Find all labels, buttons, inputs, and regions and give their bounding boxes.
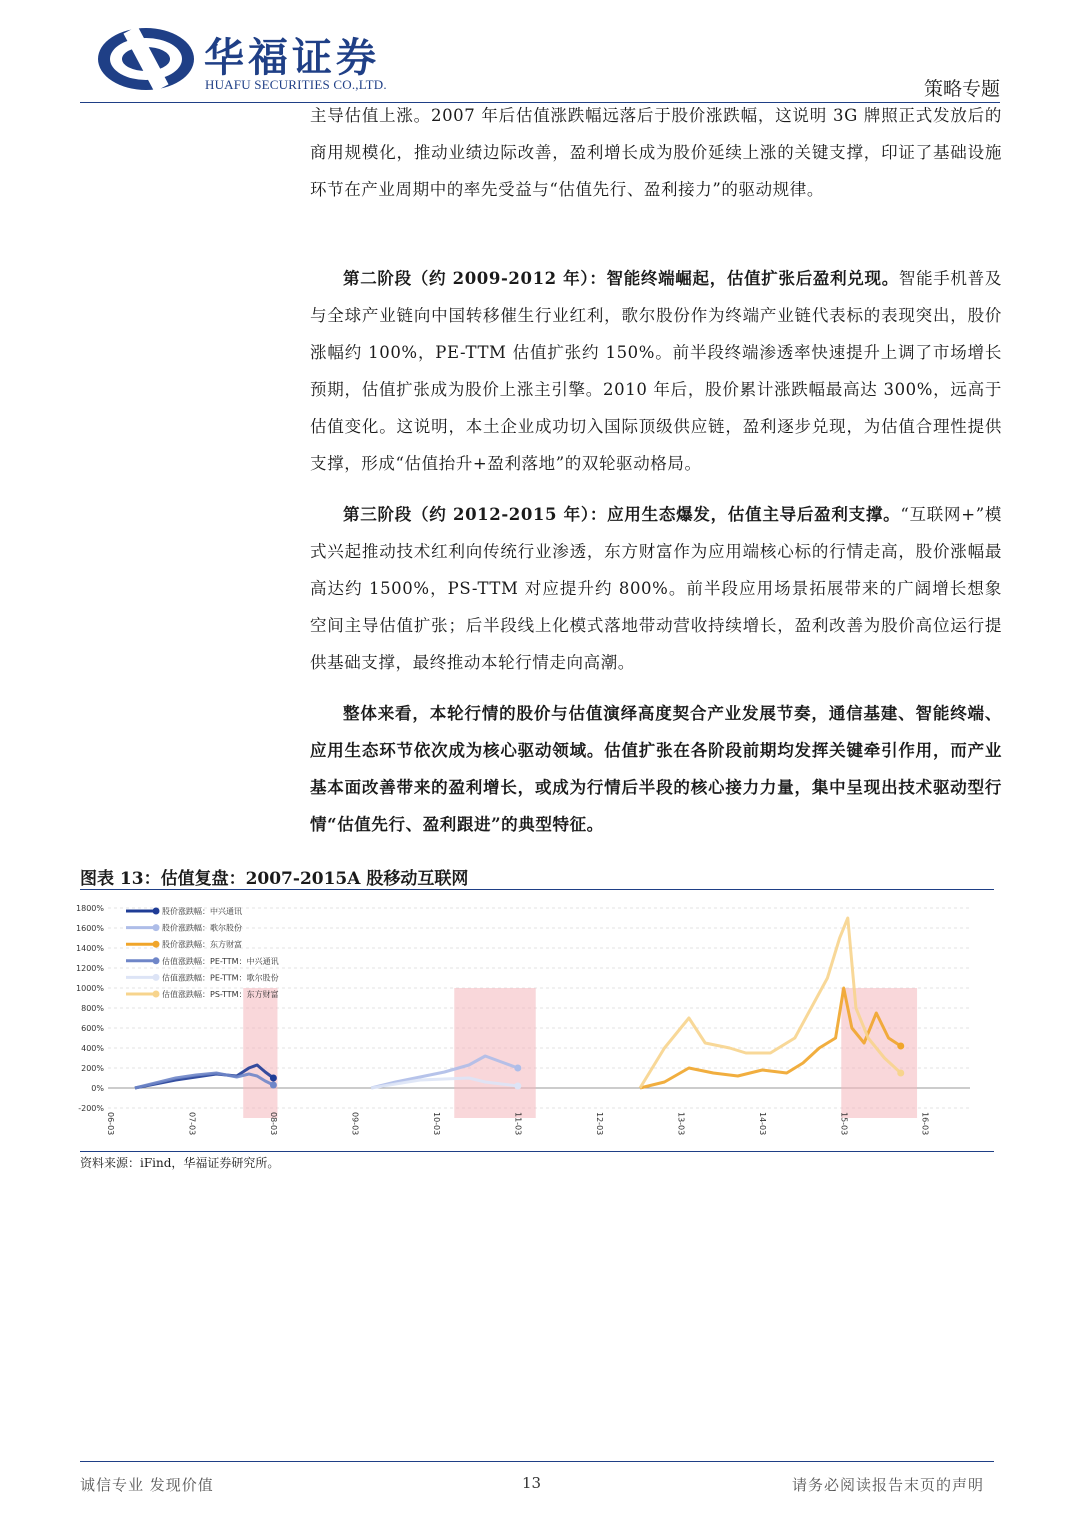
footer-slogan: 诚信专业 发现价值 <box>80 1476 214 1494</box>
footer-disclaimer: 请务必阅读报告末页的声明 <box>791 1476 984 1494</box>
legend-label: 股价涨跌幅：东方财富 <box>162 940 242 950</box>
legend-marker <box>153 991 160 998</box>
y-tick-label: 800% <box>81 1004 104 1013</box>
x-tick-label: 11-03 <box>513 1112 523 1136</box>
x-tick-label: 12-03 <box>594 1112 604 1136</box>
y-tick-label: 1000% <box>76 984 104 993</box>
series-end-point <box>514 1083 521 1090</box>
x-tick-label: 10-03 <box>431 1112 441 1136</box>
section-label: 策略专题 <box>923 78 1000 100</box>
series-end-point <box>897 1070 904 1077</box>
y-tick-label: 1600% <box>76 924 104 933</box>
page-number: 13 <box>522 1474 542 1492</box>
legend-label: 估值涨跌幅：PE-TTM：歌尔股份 <box>162 973 279 983</box>
paragraph-body: “互联网+”模式兴起推动技术红利向传统行业渗透，东方财富作为应用端核心标的行情走高，股价涨幅最高达约 1500%，PS-TTM 对应提升约 800%。前半段应用场景拓展带来的广阔增长想象空间主导估值扩张；后半段线上化模式落地带动营收持续增长，盈利改善为股价高位运行提供基础支撑，最终推动本轮行情走向高潮。 <box>310 505 1002 672</box>
x-tick-label: 07-03 <box>187 1112 197 1136</box>
highlight-band <box>454 988 535 1118</box>
series-end-point <box>270 1075 277 1082</box>
y-tick-label: 1200% <box>76 964 104 973</box>
series-end-point <box>514 1065 521 1072</box>
x-tick-label: 06-03 <box>106 1112 115 1136</box>
highlight-band <box>243 988 277 1118</box>
brand-name-en: HUAFU SECURITIES CO.,LTD. <box>205 77 387 92</box>
figure-source: 资料来源：iFind，华福证券研究所。 <box>80 1156 280 1170</box>
legend-marker <box>153 908 160 915</box>
x-tick-label: 08-03 <box>268 1112 278 1136</box>
figure-divider-bottom <box>80 1151 994 1152</box>
x-tick-label: 14-03 <box>757 1112 767 1136</box>
legend-marker <box>153 957 160 964</box>
paragraph-stage1-end: 主导估值上涨。2007 年后估值涨跌幅远落后于股价涨跌幅，这说明 3G 牌照正式发放后的商用规模化，推动业绩边际改善，盈利增长成为股价延续上涨的关键支撑，印证了基础设施环节在产业周期中的率先受益与“估值先行、盈利接力”的驱动规律。 <box>310 106 1002 199</box>
y-tick-label: 1400% <box>76 944 104 953</box>
y-tick-label: 200% <box>81 1064 104 1073</box>
x-tick-label: 09-03 <box>350 1112 360 1136</box>
paragraph-body: 智能手机普及与全球产业链向中国转移催生行业红利，歌尔股份作为终端产业链代表标的表现突出，股价涨幅约 100%，PE-TTM 估值扩张约 150%。前半段终端渗透率快速提升上调了市场增长预期，估值扩张成为股价上涨主引擎。2010 年后，股价累计涨跌幅最高达 300%，远高于估值变化。这说明，本土企业成功切入国际顶级供应链，盈利逐步兑现，为估值合理性提供支撑，形成“估值抬升+盈利落地”的双轮驱动格局。 <box>310 269 1002 473</box>
legend-marker <box>153 924 160 931</box>
company-logo <box>96 26 196 92</box>
footer-divider <box>80 1461 994 1462</box>
figure-divider-top <box>80 889 994 890</box>
x-tick-label: 16-03 <box>920 1112 930 1136</box>
x-tick-label: 13-03 <box>676 1112 686 1136</box>
y-tick-label: 0% <box>91 1084 104 1093</box>
paragraph-stage3 <box>310 496 1002 681</box>
brand-name-cn: 华福证券 <box>204 35 380 81</box>
legend-marker <box>153 941 160 948</box>
paragraph-stage2 <box>310 260 1002 482</box>
valuation-chart <box>74 896 980 1146</box>
legend-marker <box>153 974 160 981</box>
legend-label: 股价涨跌幅：歌尔股份 <box>162 923 242 933</box>
series-end-point <box>897 1043 904 1050</box>
paragraph-heading: 第三阶段（约 2012-2015 年）：应用生态爆发，估值主导后盈利支撑。 <box>343 505 901 524</box>
legend-label: 估值涨跌幅：PE-TTM：中兴通讯 <box>162 956 279 966</box>
paragraph-summary: 整体来看，本轮行情的股价与估值演绎高度契合产业发展节奏，通信基建、智能终端、应用生态环节依次成为核心驱动领域。估值扩张在各阶段前期均发挥关键牵引作用，而产业基本面改善带来的盈利增长，或成为行情后半段的核心接力力量，集中呈现出技术驱动型行情“估值先行、盈利跟进”的典型特征。 <box>310 704 1002 834</box>
y-tick-label: 400% <box>81 1044 104 1053</box>
legend-label: 股价涨跌幅：中兴通讯 <box>162 907 242 916</box>
x-tick-label: 15-03 <box>839 1112 849 1136</box>
y-tick-label: 600% <box>81 1024 104 1033</box>
y-tick-label: -200% <box>78 1104 104 1113</box>
legend-label: 估值涨跌幅：PS-TTM：东方财富 <box>162 990 279 999</box>
figure-title: 图表 13：估值复盘：2007-2015A 股移动互联网 <box>80 869 469 889</box>
y-tick-label: 1800% <box>76 904 104 913</box>
paragraph-heading: 第二阶段（约 2009-2012 年）：智能终端崛起，估值扩张后盈利兑现。 <box>343 269 899 288</box>
series-end-point <box>270 1082 277 1089</box>
